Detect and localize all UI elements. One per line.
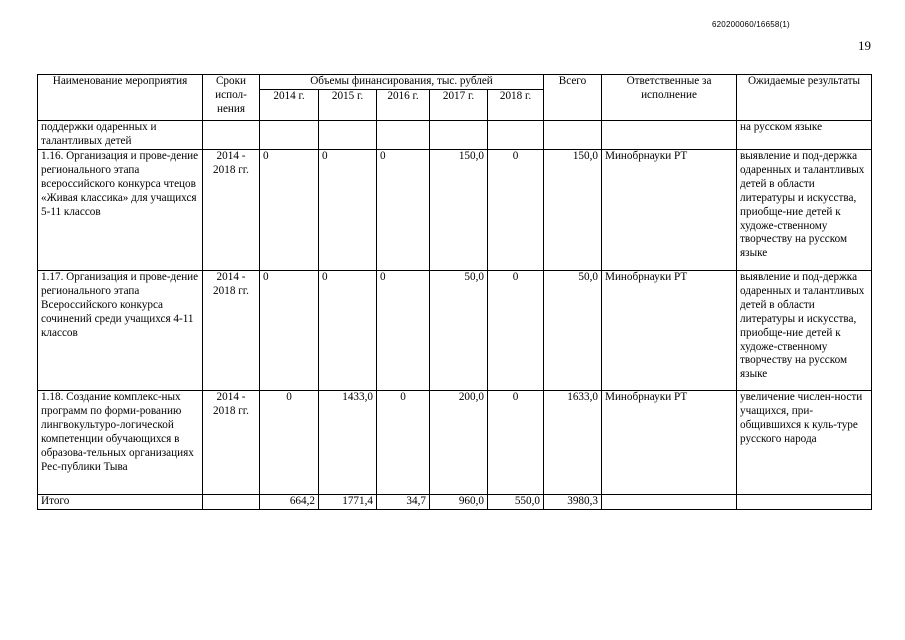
cell-2016: 0 — [377, 150, 430, 271]
cell-2016: 0 — [377, 271, 430, 391]
table-row-continued — [38, 121, 872, 150]
header-name: Наименование мероприятия — [38, 75, 203, 121]
cell-2014 — [260, 121, 319, 150]
header-year-2015: 2015 г. — [319, 90, 377, 121]
cell-terms — [203, 121, 260, 150]
funding-table — [37, 74, 872, 510]
cell-2015: 0 — [319, 150, 377, 271]
cell-total: 3980,3 — [544, 495, 602, 510]
header-year-2017: 2017 г. — [430, 90, 488, 121]
cell-total: 50,0 — [544, 271, 602, 391]
cell-results: увеличение числен-ности учащихся, при-общившихся к куль-туре русского народа — [737, 391, 872, 495]
cell-2016 — [377, 121, 430, 150]
totals-row — [38, 495, 872, 510]
header-year-2016: 2016 г. — [377, 90, 430, 121]
header-year-2014: 2014 г. — [260, 90, 319, 121]
header-responsible: Ответственные за исполнение — [602, 75, 737, 121]
table-row — [38, 391, 872, 495]
cell-results: на русском языке — [737, 121, 872, 150]
cell-responsible — [602, 121, 737, 150]
cell-name: 1.16. Организация и прове-дение регионального этапа всероссийского конкурса чтецов «Живая классика» для учащихся 5-11 классов — [38, 150, 203, 271]
header-results: Ожидаемые результаты — [737, 75, 872, 121]
header-terms: Сроки испол-нения — [203, 75, 260, 121]
cell-total: 150,0 — [544, 150, 602, 271]
cell-2015 — [319, 121, 377, 150]
cell-2015: 1771,4 — [319, 495, 377, 510]
cell-name: 1.17. Организация и прове-дение регионального этапа Всероссийского конкурса сочинений среди учащихся 4-11 классов — [38, 271, 203, 391]
table-row — [38, 150, 872, 271]
cell-results: выявление и под-держка одаренных и талантливых детей в области литературы и искусства, приобще-ние детей к художе-ственному творчеству на русском языке — [737, 271, 872, 391]
cell-2017: 50,0 — [430, 271, 488, 391]
cell-2017: 200,0 — [430, 391, 488, 495]
cell-terms: 2014 - 2018 гг. — [203, 391, 260, 495]
cell-2016: 34,7 — [377, 495, 430, 510]
cell-2017: 150,0 — [430, 150, 488, 271]
cell-total-label: Итого — [38, 495, 203, 510]
cell-2017: 960,0 — [430, 495, 488, 510]
cell-2014: 0 — [260, 150, 319, 271]
cell-name: поддержки одаренных и талантливых детей — [38, 121, 203, 150]
document-id: 620200060/16658(1) — [712, 20, 790, 29]
cell-name: 1.18. Создание комплекс-ных программ по форми-рованию лингвокультуро-логической компетенции обучающихся в образова-тельных организациях Рес-публики Тыва — [38, 391, 203, 495]
cell-responsible — [602, 495, 737, 510]
cell-2018: 0 — [488, 271, 544, 391]
cell-results: выявление и под-держка одаренных и талантливых детей в области литературы и искусства, приобще-ние детей к художе-ственному творчеству на русском языке — [737, 150, 872, 271]
header-total: Всего — [544, 75, 602, 121]
cell-results — [737, 495, 872, 510]
header-funding: Объемы финансирования, тыс. рублей — [260, 75, 544, 90]
cell-2018: 0 — [488, 391, 544, 495]
cell-responsible: Минобрнауки РТ — [602, 391, 737, 495]
cell-responsible: Минобрнауки РТ — [602, 271, 737, 391]
cell-terms: 2014 - 2018 гг. — [203, 150, 260, 271]
cell-terms: 2014 - 2018 гг. — [203, 271, 260, 391]
cell-2014: 664,2 — [260, 495, 319, 510]
cell-2014: 0 — [260, 271, 319, 391]
page-number: 19 — [858, 38, 871, 53]
cell-2018: 550,0 — [488, 495, 544, 510]
cell-2018 — [488, 121, 544, 150]
cell-2018: 0 — [488, 150, 544, 271]
cell-2015: 0 — [319, 271, 377, 391]
cell-total: 1633,0 — [544, 391, 602, 495]
cell-terms — [203, 495, 260, 510]
cell-2014: 0 — [260, 391, 319, 495]
cell-2016: 0 — [377, 391, 430, 495]
cell-2017 — [430, 121, 488, 150]
cell-2015: 1433,0 — [319, 391, 377, 495]
header-year-2018: 2018 г. — [488, 90, 544, 121]
cell-responsible: Минобрнауки РТ — [602, 150, 737, 271]
table-row — [38, 271, 872, 391]
cell-total — [544, 121, 602, 150]
